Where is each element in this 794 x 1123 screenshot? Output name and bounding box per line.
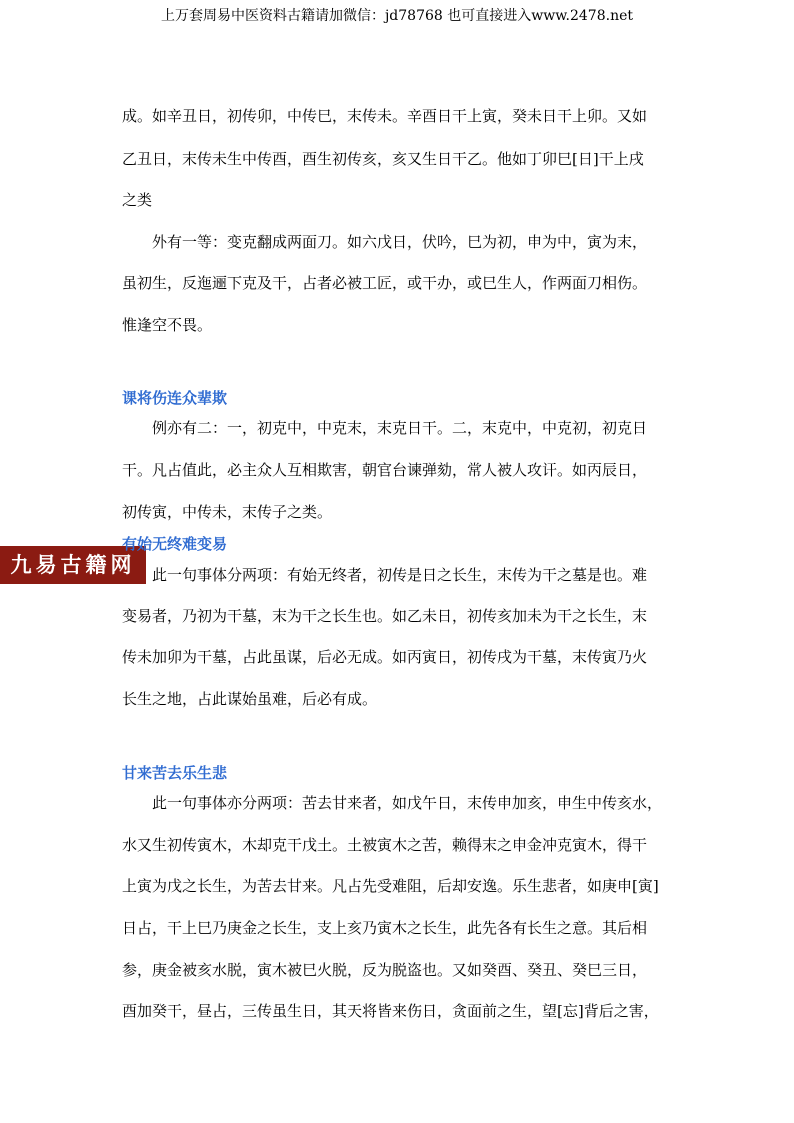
paragraph-line: 酉加癸干，昼占，三传虽生日，其天将皆来伤日，贪面前之生，望[忘]背后之害， xyxy=(122,1002,659,1020)
paragraph-line: 长生之地，占此谋始虽难，后必有成。 xyxy=(122,690,378,708)
paragraph-line: 日占，干上巳乃庚金之长生，支上亥乃寅木之长生，此先各有长生之意。其后相 xyxy=(122,919,648,937)
section-heading: 有始无终难变易 xyxy=(122,535,228,553)
paragraph-line: 此一句事体亦分两项：苦去甘来者，如戊午日，末传申加亥，申生中传亥水， xyxy=(152,794,663,812)
paragraph-line: 水又生初传寅木，木却克干戊土。土被寅木之苦，赖得末之申金冲克寅木，得干 xyxy=(122,836,648,854)
paragraph-line: 惟逢空不畏。 xyxy=(122,316,213,334)
paragraph-line: 此一句事体分两项：有始无终者，初传是日之长生，末传为干之墓是也。难 xyxy=(152,566,648,584)
paragraph-line: 成。如辛丑日，初传卯，中传巳，末传未。辛酉日干上寅，癸未日干上卯。又如 xyxy=(122,107,648,125)
paragraph-line: 外有一等：变克翻成两面刀。如六戊日，伏吟，巳为初，申为中，寅为末， xyxy=(152,233,648,251)
paragraph-line: 传未加卯为干墓，占此虽谋，后必无成。如丙寅日，初传戌为干墓，末传寅乃火 xyxy=(122,648,648,666)
section-heading: 课将伤连众辈欺 xyxy=(122,389,228,407)
section-heading: 甘来苦去乐生悲 xyxy=(122,764,228,782)
paragraph-line: 参，庚金被亥水脱，寅木被巳火脱，反为脱盗也。又如癸酉、癸丑、癸巳三日， xyxy=(122,961,648,979)
paragraph-line: 乙丑日，末传未生中传酉，酉生初传亥，亥又生日干乙。他如丁卯巳[日]干上戌 xyxy=(122,150,644,168)
paragraph-line: 例亦有二：一，初克中，中克末，末克日干。二，末克中，中克初，初克日 xyxy=(152,419,648,437)
watermark-stamp: 九易古籍网 xyxy=(0,546,146,584)
paragraph-line: 初传寅，中传未，末传子之类。 xyxy=(122,503,333,521)
page-header: 上万套周易中医资料古籍请加微信：jd78768 也可直接进入www.2478.net xyxy=(160,8,634,24)
paragraph-line: 干。凡占值此，必主众人互相欺害，朝官台谏弹劾，常人被人攻讦。如丙辰日， xyxy=(122,461,648,479)
paragraph-line: 上寅为戊之长生，为苦去甘来。凡占先受难阻，后却安逸。乐生悲者，如庚申[寅] xyxy=(122,877,659,895)
paragraph-line: 之类 xyxy=(122,191,153,209)
paragraph-line: 虽初生，反迤逦下克及干，占者必被工匠，或干办，或巳生人，作两面刀相伤。 xyxy=(122,274,648,292)
paragraph-line: 变易者，乃初为干墓，末为干之长生也。如乙未日，初传亥加未为干之长生，末 xyxy=(122,607,648,625)
